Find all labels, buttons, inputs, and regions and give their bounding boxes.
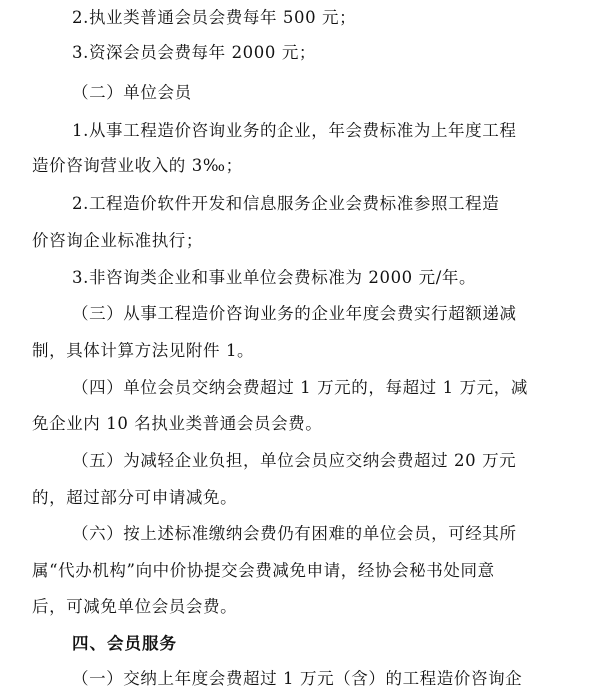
paragraph-line: 3.非咨询类企业和事业单位会费标准为 2000 元/年。 [72,268,477,287]
paragraph-line: （六）按上述标准缴纳会费仍有困难的单位会员，可经其所 [72,524,517,543]
paragraph-line: 属“代办机构”向中价协提交会费减免申请，经协会秘书处同意 [32,561,495,580]
section-subheading: （二）单位会员 [72,83,192,102]
paragraph-line: （一）交纳上年度会费超过 1 万元（含）的工程造价咨询企 [72,669,523,688]
paragraph-line: （五）为减轻企业负担，单位会员应交纳会费超过 20 万元 [72,451,517,470]
paragraph-line: 1.从事工程造价咨询业务的企业，年会费标准为上年度工程 [72,121,517,140]
paragraph-line: 造价咨询营业收入的 3‰； [32,156,243,175]
paragraph-line: （三）从事工程造价咨询业务的企业年度会费实行超额递减 [72,304,517,323]
paragraph-line: 3.资深会员会费每年 2000 元； [72,43,317,62]
paragraph-line: 后，可减免单位会员会费。 [32,597,238,616]
paragraph-line: 价咨询企业标准执行； [32,231,203,250]
paragraph-line: 2.执业类普通会员会费每年 500 元； [72,8,357,27]
paragraph-line: 制，具体计算方法见附件 1。 [32,341,255,360]
paragraph-line: 的，超过部分可申请减免。 [32,488,238,507]
paragraph-line: 免企业内 10 名执业类普通会员会费。 [32,414,323,433]
section-heading: 四、会员服务 [72,634,177,653]
paragraph-line: （四）单位会员交纳会费超过 1 万元的，每超过 1 万元，减 [72,378,528,397]
paragraph-line: 2.工程造价软件开发和信息服务企业会费标准参照工程造 [72,194,500,213]
